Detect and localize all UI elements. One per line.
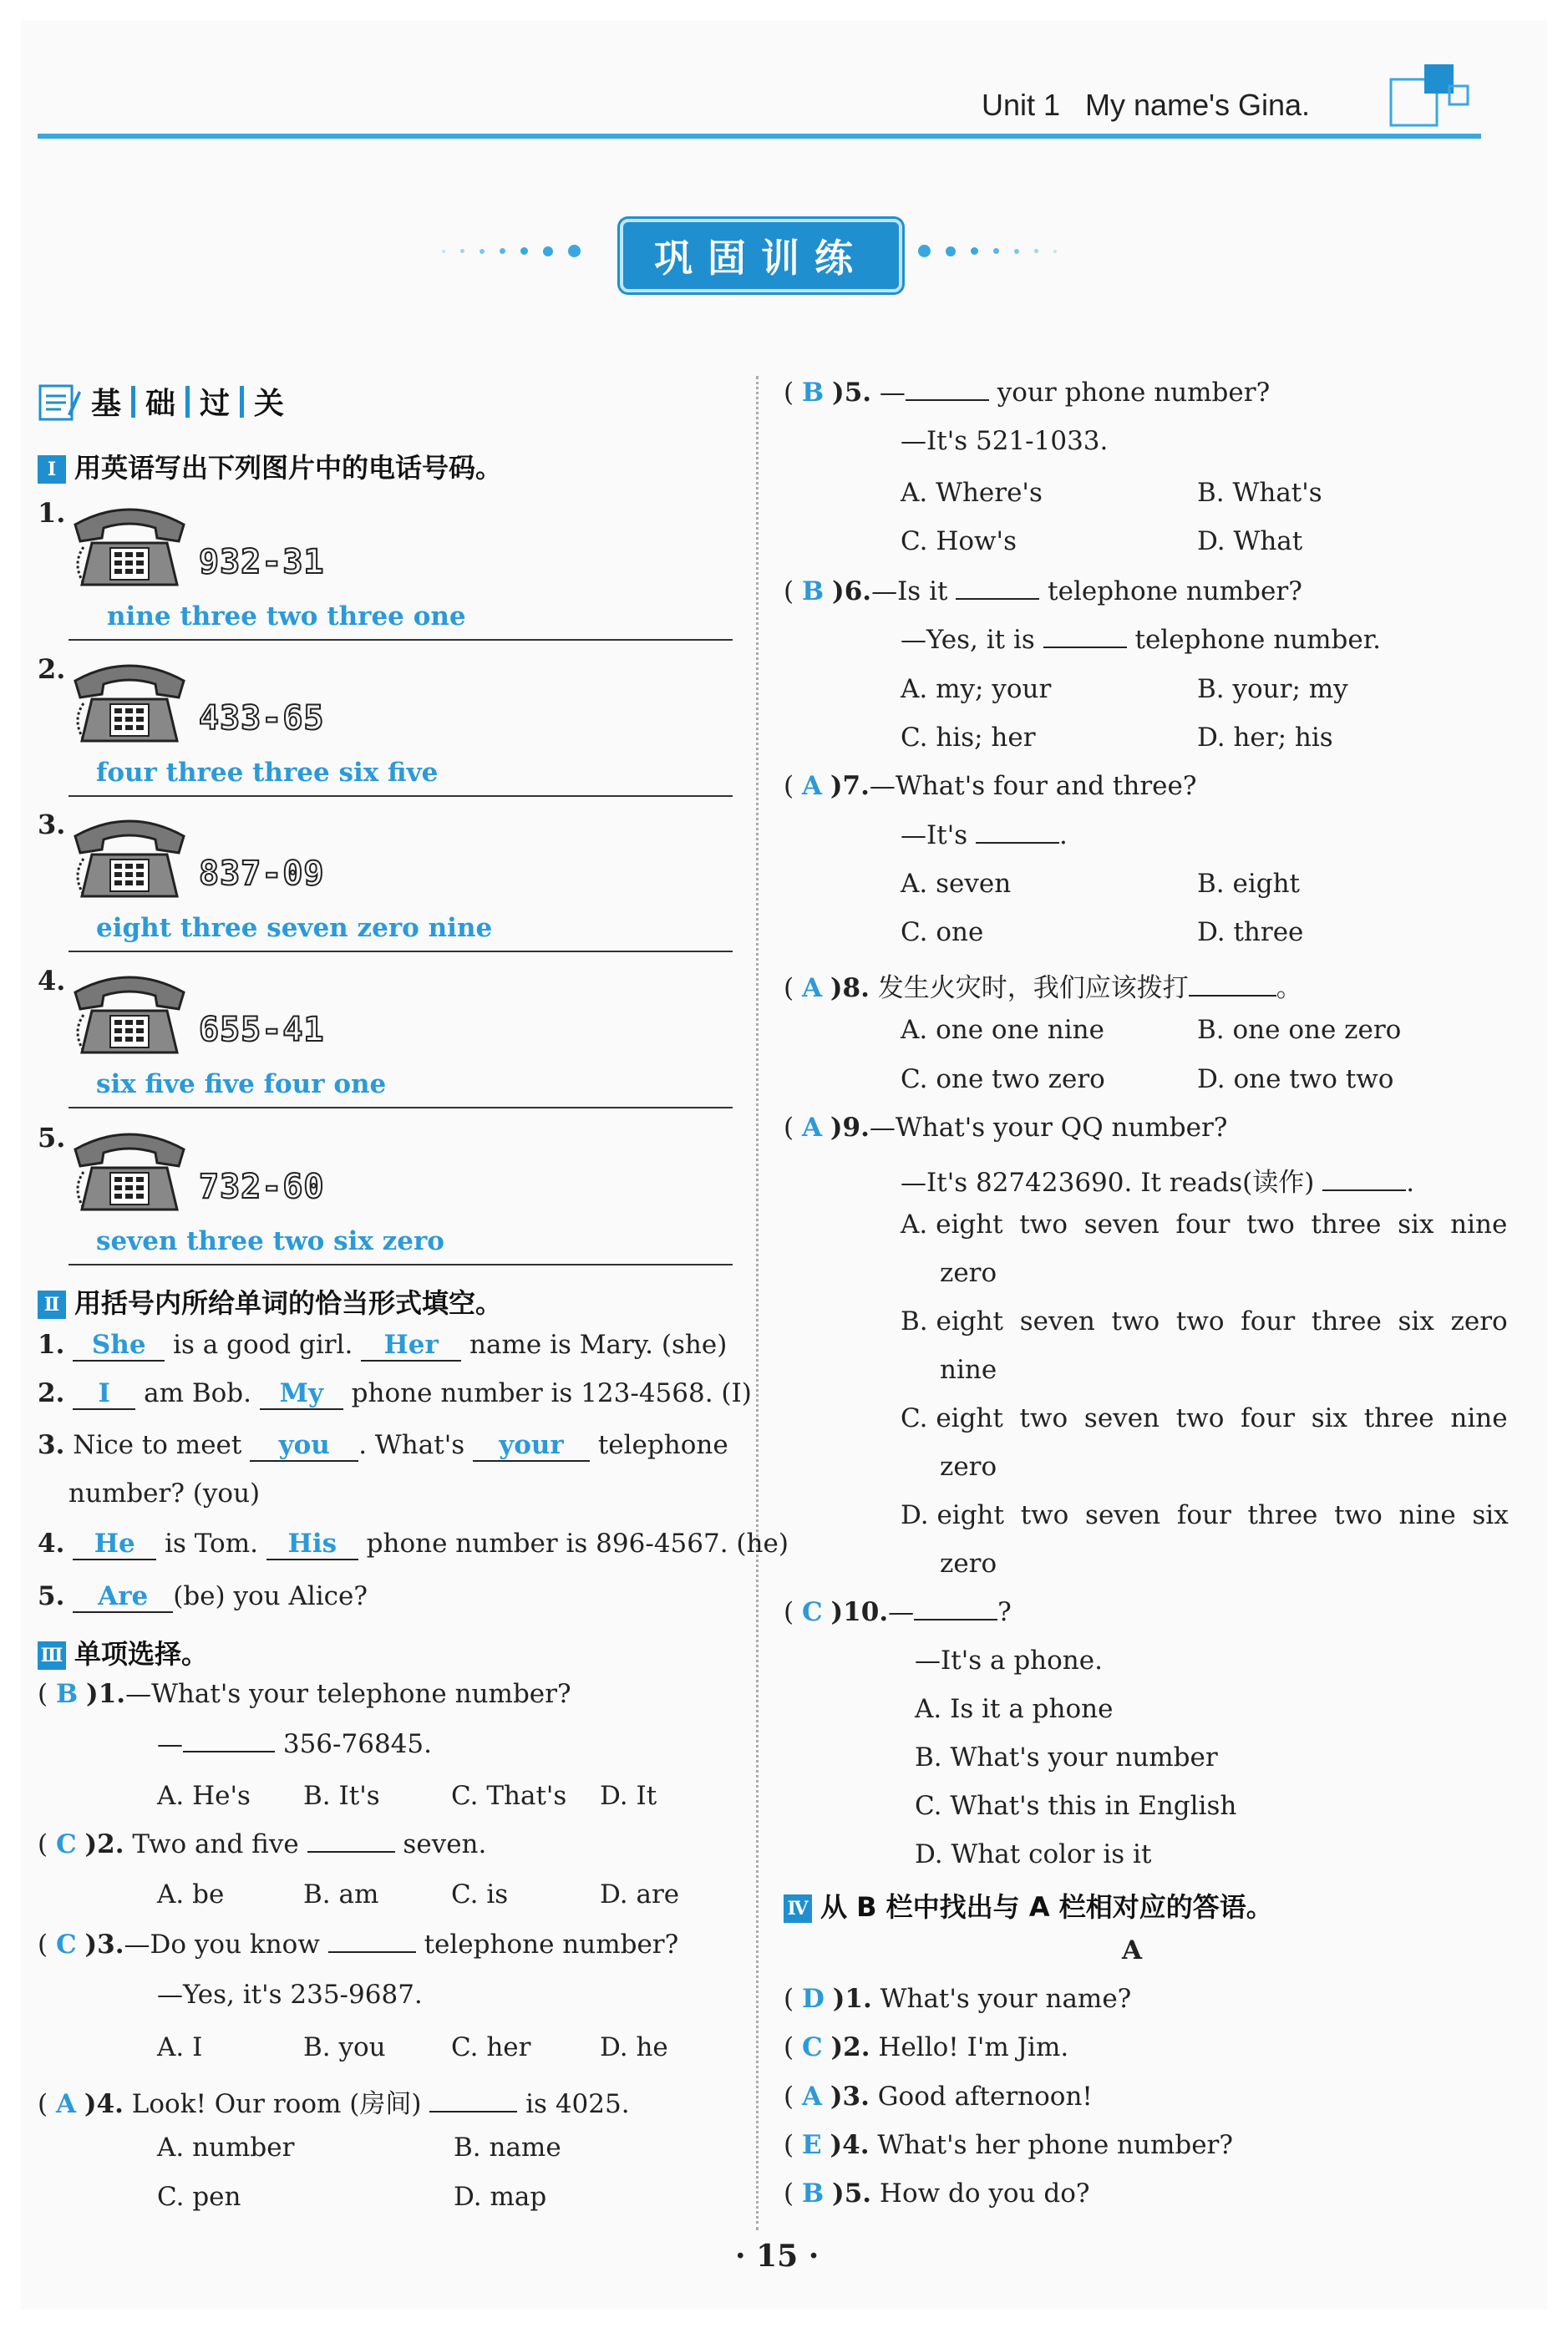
telephone-picture [67,657,192,753]
mc-question-9-option-c[interactable]: C. eight two seven two four six three nine [901,1403,1508,1433]
option-a[interactable]: A. He's [157,1781,251,1811]
mc-question-4-options-row1 [157,2133,561,2163]
section-2-numeral: Ⅱ [38,1291,66,1319]
notepad-icon [38,381,81,423]
answer-blank[interactable]: My [260,1378,343,1410]
banner-title: 巩固训练 [654,236,868,281]
page-number: · 15 · [735,2239,820,2274]
mc-question-5-reply: —It's 521-1033. [901,426,1109,456]
option-c[interactable]: C. How's [901,526,1017,556]
option-a[interactable]: A. Where's [901,478,1043,508]
telephone-picture [67,1126,192,1221]
answer-line [69,1107,733,1108]
option-b[interactable]: B. name [454,2133,561,2163]
option-b[interactable]: B. you [303,2032,386,2062]
mc-question-9-option-d-cont: zero [940,1549,997,1579]
answer-choice[interactable]: C [55,1829,77,1859]
header-rule [38,134,1481,139]
answer-choice[interactable]: C [801,2032,823,2062]
answer-blank[interactable]: I [73,1378,135,1410]
section-basic-heading [38,380,284,423]
answer-blank[interactable]: He [73,1529,156,1560]
mc-question-9-option-b-cont: nine [940,1355,997,1385]
mc-question-9-option-a[interactable]: A. eight two seven four two three six nine [901,1210,1508,1240]
section-4-instruction: 从 B 栏中找出与 A 栏相对应的答语。 [820,1891,1273,1923]
mc-question-6-reply: —Yes, it is telephone number. [901,625,1381,655]
option-c[interactable]: C. his; her [901,723,1036,753]
phone-item-number: 4. [38,965,66,997]
answer-choice[interactable]: C [55,1930,77,1960]
option-a[interactable]: A. I [157,2032,203,2062]
answer-blank[interactable] [183,1751,275,1752]
mc-question-9-reply: —It's 827423690. It reads(读作) . [901,1168,1415,1198]
mc-question-8-options-row2 [901,1064,1393,1094]
option-b[interactable]: B. eight [1197,869,1301,899]
phone-item-number: 1. [38,497,66,529]
phone-digits: 932-31 [199,543,325,581]
answer-blank[interactable]: His [266,1529,358,1560]
answer-line [69,639,733,641]
banner-consolidation-training [620,219,902,292]
mc-question-10-option-d[interactable]: D. What color is it [915,1839,1152,1869]
column-divider [756,376,759,2230]
answer-choice[interactable]: B [801,576,825,606]
telephone-icon [67,813,192,905]
phone-item-number: 2. [38,653,66,685]
phone-digits: 655-41 [199,1011,325,1049]
heading-char-2: 础 [145,387,176,421]
phone-digits: 837-09 [199,855,325,893]
heading-char-3: 过 [200,387,231,421]
banner-dots-left [434,242,588,259]
section-4-numeral: Ⅳ [784,1894,812,1923]
option-a[interactable]: A. number [157,2133,295,2163]
telephone-picture [67,813,192,908]
option-c[interactable]: C. is [451,1879,509,1910]
phone-answer[interactable]: six five five four one [96,1069,387,1099]
mc-question-5-options-row2 [901,526,1302,556]
option-d[interactable]: D. three [1197,917,1304,947]
section-1-instruction: 用英语写出下列图片中的电话号码。 [74,452,503,484]
option-b[interactable]: B. am [303,1879,379,1910]
answer-choice[interactable]: A [55,2089,77,2119]
answer-blank[interactable] [1043,647,1127,648]
mc-question-8: ( A )8. 发生火灾时，我们应该拨打 。 [784,973,1302,1003]
mc-question-5: ( B )5. — your phone number? [784,378,1271,408]
answer-choice[interactable]: A [801,2082,823,2112]
match-item-2: ( C )2. Hello! I'm Jim. [784,2032,1069,2062]
answer-blank[interactable]: Are [73,1581,173,1613]
match-item-3: ( A )3. Good afternoon! [784,2082,1093,2112]
answer-blank[interactable] [429,2111,517,2112]
answer-choice[interactable]: E [801,2130,822,2160]
answer-choice[interactable]: B [55,1679,79,1709]
option-d[interactable]: D. What [1197,526,1303,556]
mc-question-10-option-c[interactable]: C. What's this in English [915,1791,1237,1821]
telephone-icon [67,1126,192,1218]
phone-answer[interactable]: four three three six five [96,758,439,788]
answer-blank[interactable] [906,399,989,401]
answer-choice[interactable]: A [801,1113,823,1143]
answer-blank[interactable]: your [473,1430,590,1462]
mc-question-9: ( A )9.—What's your QQ number? [784,1113,1228,1143]
answer-choice[interactable]: A [801,973,823,1003]
telephone-picture [67,969,192,1064]
fill-question-5: 5. Are (be) you Alice? [38,1581,368,1611]
mc-question-9-option-d[interactable]: D. eight two seven four three two nine six [901,1500,1509,1530]
section-3-title [38,1633,208,1671]
mc-question-2: ( C )2. Two and five seven. [38,1829,487,1859]
phone-item-number: 3. [38,809,66,840]
option-c[interactable]: C. pen [157,2182,241,2212]
fill-question-3-cont: number? (you) [69,1478,261,1509]
mc-question-9-option-b[interactable]: B. eight seven two two four three six zero [901,1306,1508,1336]
option-a[interactable]: A. my; your [901,674,1052,704]
mc-question-4: ( A )4. Look! Our room (房间) is 4025. [38,2089,630,2119]
option-d[interactable]: D. It [600,1781,657,1811]
fill-question-1: 1. She is a good girl. Her name is Mary. (she) [38,1330,728,1360]
answer-blank[interactable] [1322,1189,1406,1191]
unit-header-title: Unit 1 My name's Gina. [982,88,1311,122]
option-d[interactable]: D. one two two [1197,1064,1394,1094]
telephone-icon [67,657,192,749]
option-d[interactable]: D. map [454,2182,547,2212]
mc-question-1: ( B )1.—What's your telephone number? [38,1679,571,1709]
option-a[interactable]: A. seven [901,869,1012,899]
answer-blank[interactable] [307,1851,395,1853]
option-c[interactable]: C. her [451,2032,531,2062]
mc-question-1-reply: — 356-76845. [157,1729,432,1759]
mc-question-7-options-row2 [901,917,1303,947]
match-item-1: ( D )1. What's your name? [784,1984,1132,2014]
answer-blank[interactable] [914,1619,997,1620]
mc-question-4-options-row2 [157,2182,546,2212]
option-d[interactable]: D. he [600,2032,668,2062]
corner-squares-icon [1387,63,1470,138]
mc-question-10: ( C )10.— ? [784,1597,1012,1627]
fill-question-4: 4. He is Tom. His phone number is 896-4567. (he) [38,1529,789,1559]
section-3-numeral: Ⅲ [38,1641,66,1670]
telephone-picture [67,501,192,596]
section-4-title [784,1886,1273,1925]
answer-line [69,1264,733,1265]
banner-dots-right [911,242,1064,259]
mc-question-8-options-row1 [901,1015,1401,1045]
mc-question-5-options-row1 [901,478,1322,508]
mc-question-1-options [157,1781,657,1811]
section-1-numeral: Ⅰ [38,455,66,484]
answer-blank[interactable] [976,842,1059,844]
option-c[interactable]: C. one [901,917,984,947]
answer-choice[interactable]: A [801,771,823,801]
answer-blank[interactable] [956,598,1039,600]
column-a-label: A [1122,1935,1143,1965]
heading-char-1: 基 [91,387,122,421]
option-b[interactable]: B. What's [1197,478,1322,508]
mc-question-10-reply: —It's a phone. [915,1646,1103,1676]
answer-blank[interactable] [1189,995,1276,997]
match-item-4: ( E )4. What's her phone number? [784,2130,1233,2160]
section-2-title [38,1282,502,1321]
answer-choice[interactable]: C [801,1597,823,1627]
answer-line [69,795,733,797]
option-d[interactable]: D. her; his [1197,723,1333,753]
fill-question-2: 2. I am Bob. My phone number is 123-4568. (I) [38,1378,752,1408]
match-item-5: ( B )5. How do you do? [784,2178,1090,2209]
answer-line [69,951,733,952]
answer-choice[interactable]: D [801,1984,825,2014]
option-a[interactable]: A. be [157,1879,225,1910]
mc-question-10-option-a[interactable]: A. Is it a phone [915,1694,1114,1724]
phone-answer[interactable]: nine three two three one [107,601,466,631]
phone-digits: 433-65 [199,699,325,738]
mc-question-10-option-b[interactable]: B. What's your number [915,1742,1218,1773]
mc-question-6: ( B )6.—Is it telephone number? [784,576,1302,606]
mc-question-3-options [157,2032,668,2062]
mc-question-2-options [157,1879,679,1910]
option-b[interactable]: B. one one zero [1197,1015,1402,1045]
option-a[interactable]: A. one one nine [901,1015,1104,1045]
mc-question-6-options-row2 [901,723,1333,753]
option-b[interactable]: B. It's [303,1781,380,1811]
phone-answer[interactable]: eight three seven zero nine [96,913,493,943]
answer-blank[interactable]: Her [361,1330,461,1362]
mc-question-7-reply: —It's . [901,820,1068,850]
phone-answer[interactable]: seven three two six zero [96,1226,444,1256]
phone-item-number: 5. [38,1122,66,1154]
section-3-instruction: 单项选择。 [74,1638,209,1670]
telephone-icon [67,969,192,1061]
answer-blank[interactable]: She [73,1330,165,1362]
mc-question-7: ( A )7.—What's four and three? [784,771,1197,801]
answer-blank[interactable]: you [250,1430,358,1462]
heading-char-4: 关 [254,387,285,421]
mc-question-6-options-row1 [901,674,1348,704]
answer-choice[interactable]: B [801,378,825,408]
option-c[interactable]: C. That's [451,1781,567,1811]
mc-question-3-reply: —Yes, it's 235-9687. [157,1980,423,2010]
fill-question-3: 3. Nice to meet you . What's your telephone [38,1430,728,1460]
option-c[interactable]: C. one two zero [901,1064,1105,1094]
section-2-instruction: 用括号内所给单词的恰当形式填空。 [74,1287,503,1319]
mc-question-9-option-c-cont: zero [940,1452,997,1482]
mc-question-3: ( C )3.—Do you know telephone number? [38,1930,679,1960]
mc-question-9-option-a-cont: zero [940,1258,997,1288]
answer-blank[interactable] [328,1951,416,1953]
mc-question-7-options-row1 [901,869,1300,899]
section-1-title [38,447,502,485]
answer-choice[interactable]: B [801,2178,825,2209]
option-d[interactable]: D. are [600,1879,680,1910]
phone-digits: 732-60 [199,1168,325,1206]
option-b[interactable]: B. your; my [1197,674,1348,704]
telephone-icon [67,501,192,593]
